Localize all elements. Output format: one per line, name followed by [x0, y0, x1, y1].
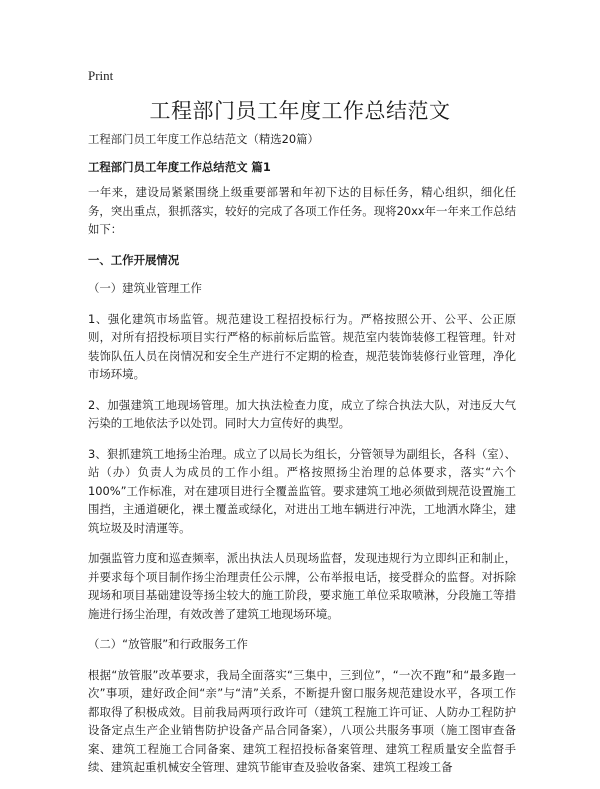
paragraph-service: 根据“放管服”改革要求，我局全面落实“三集中，三到位”，“一次不跑”和“最多跑一次”事项，建好政企间“亲”与“清”关系，不断提升窗口服务规范建设水平，各项工作都取得了积极成效。目前我局两项行政许可（建筑工程施工许可证、人防办工程防护设备定点生产企业销售防护设备产品合同备案），八项公共服务事项（施工图审查备案、建筑工程施工合同备案、建筑工程招投标备案管理、建筑工程质量安全监督手续、建筑起重机械安全管理、建筑节能审查及验收备案、建筑工程竣工备	[88, 667, 516, 774]
article-heading: 工程部门员工年度工作总结范文 篇1	[88, 159, 271, 174]
paragraph-item-2: 2、加强建筑工地现场管理。加大执法检查力度，成立了综合执法大队，对违反大气污染的工地依法予以处罚。同时大力宣传好的典型。	[88, 397, 516, 430]
document-subtitle: 工程部门员工年度工作总结范文（精选20篇）	[88, 132, 319, 146]
paragraph-supervision: 加强监管力度和巡查频率，派出执法人员现场监督，发现违规行为立即纠正和制止，并要求每个项目制作扬尘治理责任公示牌，公布举报电话，接受群众的监督。对拆除现场和项目基础建设等扬尘较大的施工阶段，要求施工单位采取喷淋，分段施工等措施进行扬尘治理，有效改善了建筑工地现场环境。	[88, 551, 516, 621]
subsection-heading-1: （一）建筑业管理工作	[88, 281, 202, 295]
paragraph-item-1: 1、强化建筑市场监管。规范建设工程招投标行为。严格按照公开、公平、公正原则，对所有招投标项目实行严格的标前标后监管。规范室内装饰装修工程管理。针对装饰队伍人员在岗情况和安全生产进行不定期的检查，规范装饰装修行业管理，净化市场环境。	[88, 311, 516, 381]
paragraph-item-3: 3、狠抓建筑工地扬尘治理。成立了以局长为组长，分管领导为副组长，各科（室）、站（办）负责人为成员的工作小组。严格按照扬尘治理的总体要求，落实“六个100%”工作标准，对在建项目进行全覆盖监管。要求建筑工地必须做到规范设置施工围挡，主通道硬化，裸土覆盖或绿化，对进出工地车辆进行冲洗，工地洒水降尘，建筑垃圾及时清運等。	[88, 446, 516, 535]
subsection-heading-2: （二）“放管服”和行政服务工作	[88, 637, 248, 651]
intro-paragraph: 一年来，建设局紧紧围绕上级重要部署和年初下达的目标任务，精心组织，细化任务，突出重点，狠抓落实，较好的完成了各项工作任务。现将20xx年一年来工作总结如下：	[88, 185, 516, 236]
page-title: 工程部门员工年度工作总结范文	[149, 99, 451, 123]
document-body	[88, 130, 516, 789]
section-heading-1: 一、工作开展情况	[88, 252, 180, 267]
print-link[interactable]: Print	[88, 68, 114, 83]
